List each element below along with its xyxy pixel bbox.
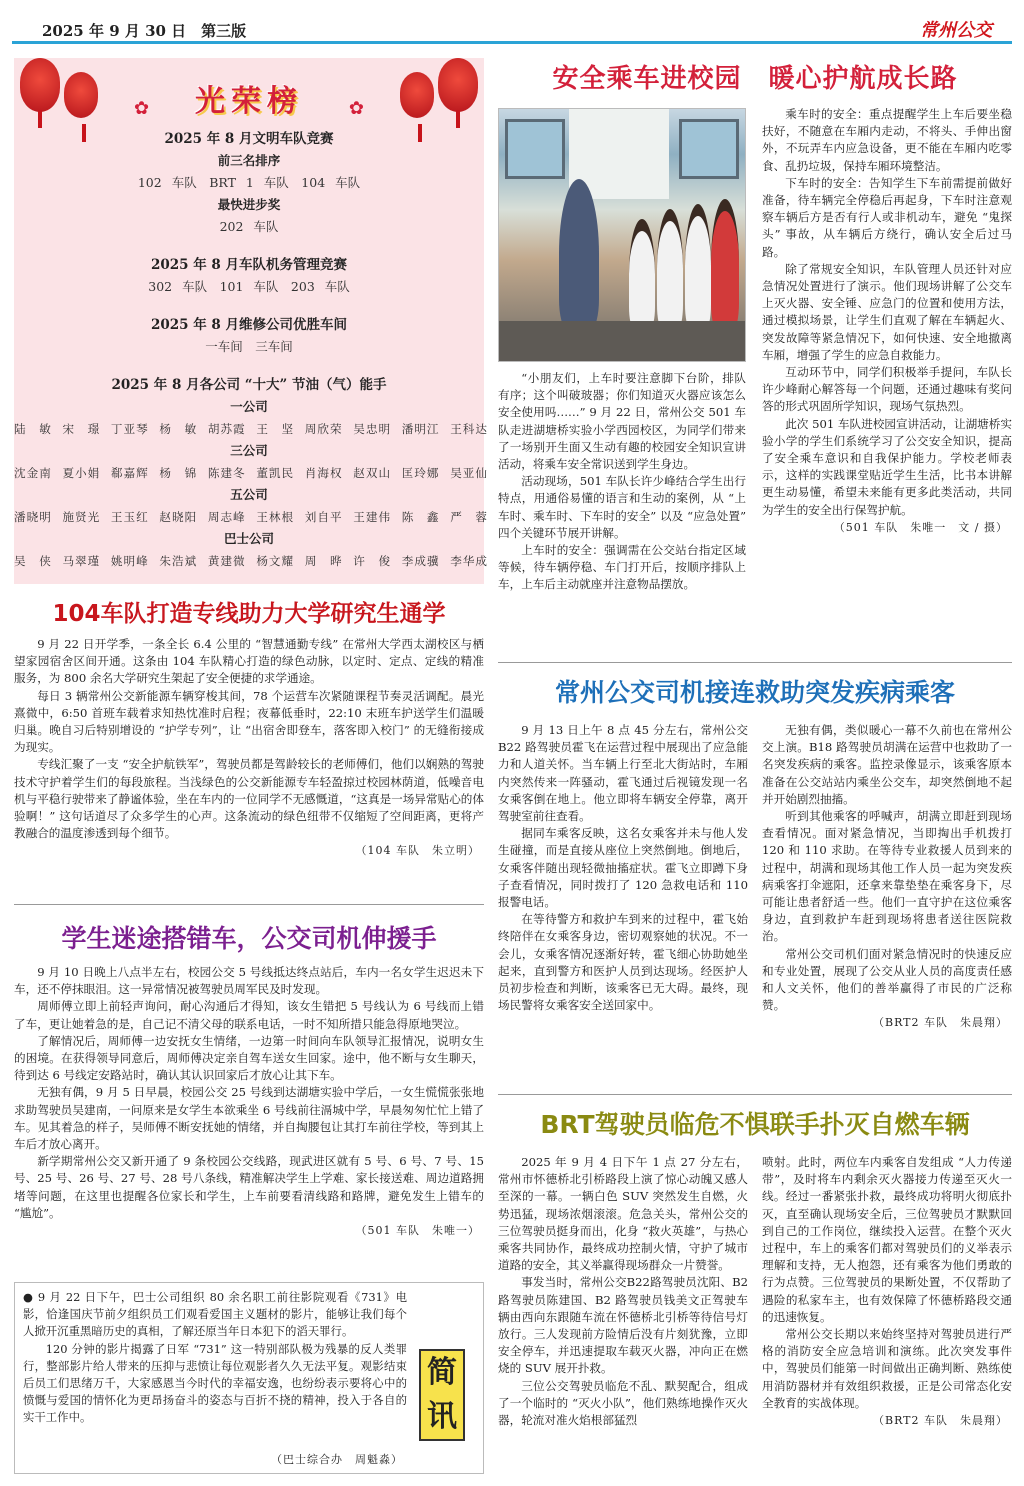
article-byline: （501 车队 朱唯一） xyxy=(355,1224,480,1238)
winner-names: 吴 侠 马翠瑾 姚明峰 朱浩斌 黄建微 杨文耀 周 晔 许 俊 李成骥 李华成 xyxy=(14,554,488,568)
article-headline: 常州公交司机接连救助突发疾病乘客 xyxy=(554,678,955,707)
contest-title: 2025 年 8 月各公司 “十大” 节油（气）能手 xyxy=(111,377,387,393)
article-paragraph: 乘车时的安全：重点提醒学生上车后要坐稳扶好，不随意在车厢内走动，不将头、手伸出窗外，不玩弄车内应急设备，更不能在车厢内吃零食、乱扔垃圾，保持车厢环境整洁。 xyxy=(762,107,1012,173)
company-name: 巴士公司 xyxy=(223,531,274,546)
contest-title: 2025 年 8 月维修公司优胜车间 xyxy=(150,317,348,333)
divider xyxy=(14,904,484,905)
company-name: 五公司 xyxy=(230,487,268,502)
article-paragraph: 三位公交驾驶员临危不乱、默契配合，组成了一个临时的 “灭火小队”，他们熟练地操作灭火器，轮流对准火焰根部猛烈 xyxy=(498,1378,748,1428)
article-headline: 安全乘车进校园 暖心护航成长路 xyxy=(552,64,958,94)
contest-title: 2025 年 8 月文明车队竞赛 xyxy=(164,131,334,147)
article-byline: （501 车队 朱唯一 文 / 摄） xyxy=(833,520,1008,534)
company-name: 三公司 xyxy=(230,443,268,458)
article-paragraph: 在等待警方和救护车到来的过程中，霍飞始终陪伴在女乘客身边，密切观察她的状况。不一会儿，女乘客情况逐渐好转，霍飞细心协助她坐起来，直到警方和医护人员到达现场。经医护人员初步检查和判断，该乘客已无大碍。最终，现场民警将女乘客安全送回家中。 xyxy=(498,912,748,1013)
article-paragraph: 此次 501 车队进校园宣讲活动，让湖塘桥实验小学的学生们系统学习了公交安全知识，提高了安全乘车意识和自我保护能力。学校老师表示，这样的实践课堂贴近学生生活，比书本讲解更生动易懂，希望未来能有更多此类活动，共同为学生的安全出行保驾护航。 xyxy=(762,416,1012,517)
article-paragraph: 喷射。此时，两位车内乘客自发组成 “人力传递带”，及时将车内剩余灭火器接力传递至灭火一线。经过一番紧张扑救，最终成功将明火彻底扑灭，直至确认现场安全后，三位驾驶员才默默回到自己的工作岗位，继续投入运营。在整个灭火过程中，车上的乘客们都对驾驶员们的义举表示理解和支持，无人抱怨，还有乘客为他们勇敢的行为点赞。三位驾驶员的果断处置，不仅帮助了遇险的私家车主，也有效保障了怀德桥路段交通的迅速恢复。 xyxy=(762,1155,1012,1324)
brief-news-box xyxy=(14,1282,484,1474)
rescue-right-text xyxy=(762,722,1012,1032)
article-lost-student xyxy=(14,914,484,1240)
brief-byline: （巴士综合办 周魁淼） xyxy=(271,1453,403,1466)
article-paragraph: 常州公交司机们面对紧急情况时的快速反应和专业处置，展现了公交从业人员的高度责任感和人文关怀，他们的善举赢得了市民的广泛称赞。 xyxy=(762,946,1012,1013)
article-paragraph: 下车时的安全：告知学生下车前需提前做好准备，待车辆完全停稳后再起身，下车时注意观察车辆后方是否有行人或非机动车，避免 “鬼探头” 事故，从车辆后方绕行，确认安全后过马路。 xyxy=(762,175,1012,259)
article-vehicle-fire xyxy=(498,1100,1012,1150)
school-bus-photo xyxy=(498,108,746,362)
article-paragraph: 上车时的安全：强调需在公交站台指定区域等候，待车辆停稳、车门打开后，按顺序排队上车，上车后主动就座并注意物品摆放。 xyxy=(498,543,746,592)
issue-date: 2025 年 9 月 30 日 第三版 xyxy=(42,22,247,40)
brief-paragraph: ● 9 月 22 日下午，巴士公司组织 80 余名职工前往影院观看《731》电影，恰逢国庆节前夕组织员工们观看爱国主义题材的影片，能够让我们每个人掀开沉重黑暗历史的真相，了解还原当年日本犯下的滔天罪行。 xyxy=(23,1290,407,1339)
page-header xyxy=(12,18,1012,44)
winner-names: 潘晓明 施贤光 王玉红 赵晓阳 周志峰 王林根 刘自平 王建伟 陈 鑫 严 蓉 xyxy=(14,510,488,524)
newspaper-logo: 常州公交 xyxy=(920,20,992,41)
article-paragraph: 无独有偶，9 月 5 日早晨，校园公交 25 号线到达湖塘实验中学后，一女生慌慌张张地求助驾驶员吴建南，一问原来是女学生本欲乘坐 6 号线前往滆城中学，早晨匆匆忙忙上错了车。见其着急的样子，吴师傅不断安抚她的情绪，并自掏腰包让其打车前往学校，等到其上车后才放心离开。 xyxy=(14,1085,484,1152)
contest-subtitle: 最快进步奖 xyxy=(217,197,281,212)
company-name: 一公司 xyxy=(230,399,268,414)
contest-subtitle: 前三名排序 xyxy=(217,153,281,168)
article-paragraph: 事发当时，常州公交B22路驾驶员沈阳、B2 路驾驶员陈建国、B2 路驾驶员钱美文正驾驶车辆由西向东跟随车流在怀德桥北引桥等待信号灯放行。三人发现前方险情后没有片刻犹豫，立即安全停车，并迅速提取车载灭火器，冲向正在燃烧的 SUV 展开扑救。 xyxy=(498,1275,748,1376)
article-paragraph: 9 月 13 日上午 8 点 45 分左右，常州公交 B22 路驾驶员霍飞在运营过程中展现出了应急能力和人道关怀。当车辆上行至北大街站时，车厢内突然传来一阵骚动，霍飞通过后视镜发现一名女乘客倒在地上。他立即将车辆安全停靠，离开驾驶室前往查看。 xyxy=(498,723,748,824)
article-paragraph: 每日 3 辆常州公交新能源车辆穿梭其间，78 个运营车次紧随课程节奏灵活调配。晨光熹微中，6:50 首班车载着求知热忱准时启程；夜幕低垂时，22:10 末班车护送学生们温暖归巢。晚自习后特别增设的 “护学专列”，让 “出宿舍即登车，落客即入校门” 的无缝衔接成为现实。 xyxy=(14,688,484,755)
article-paragraph: 专线汇聚了一支 “安全护航铁军”，驾驶员都是驾龄较长的老师傅们，他们以娴熟的驾驶技术守护着学生们的每段旅程。当浅绿色的公交新能源专车轻盈掠过校园林荫道，低噪音电机与平稳行驶带来了静谧体验，坐在车内的一位同学不无感慨道，“这真是一场异常贴心的体验啊！” 这句话道尽了众多学生的心声。这条流动的绿色纽带不仅缩短了空间距离，更将产教融合的温度渗透到每个细节。 xyxy=(14,757,484,841)
article-byline: （BRT2 车队 朱晨翔） xyxy=(872,1414,1008,1428)
honor-roll-body xyxy=(14,128,488,572)
divider xyxy=(498,1094,1012,1095)
article-paragraph: 了解情况后，周师傅一边安抚女生情绪，一边第一时间向车队领导汇报情况，说明女生的困境。在获得领导同意后，周师傅决定亲自驾车送女生回家。途中，他不断与女生聊天，待到达 6 号线定安路站时，确认其认识回家后才放心让其下车。 xyxy=(14,1033,484,1083)
school-left-text xyxy=(498,370,746,594)
winner-names: 陆 敏 宋 璟 丁亚琴 杨 敏 胡苏霞 王 坚 周欣荣 吴忠明 潘明江 王科达 xyxy=(14,422,488,436)
article-headline: 104车队打造专线助力大学研究生通学 xyxy=(52,601,446,627)
fire-left-text xyxy=(498,1154,748,1429)
contest-title: 2025 年 8 月车队机务管理竞赛 xyxy=(150,257,348,273)
papercut-flower-icon: ✿ xyxy=(348,98,364,119)
fire-right-text xyxy=(762,1154,1012,1430)
article-paragraph: 周师傅立即上前轻声询问，耐心沟通后才得知，该女生错把 5 号线认为 6 号线而上错了车，更让她着急的是，自己记不清父母的联系电话，一时不知所措只能急得原地哭泣。 xyxy=(14,999,484,1031)
article-paragraph: “小朋友们，上车时要注意脚下台阶，排队有序；这个叫破玻器；你们知道灭火器应该怎么安全使用吗……” 9 月 22 日，常州公交 501 车队走进湖塘桥实验小学西园校区，为同学们带来了一场别开生面又生动有趣的校园安全知识宣讲活动，将乘车安全常识送到学生身边。 xyxy=(498,371,746,472)
article-byline: （104 车队 朱立明） xyxy=(355,844,480,858)
papercut-flower-icon: ✿ xyxy=(134,98,150,119)
article-104-route xyxy=(14,592,484,860)
brief-text xyxy=(23,1289,407,1427)
school-right-text xyxy=(762,106,1012,537)
winner-names: 沈金南 夏小娟 郗嘉辉 杨 锦 陈建冬 董凯民 肖海权 赵双山 匡玲娜 吴亚仙 xyxy=(14,466,488,480)
article-paragraph: 互动环节中，同学们积极举手提问，车队长许少峰耐心解答每一个问题，还通过趣味有奖问答的形式巩固所学知识，现场气氛热烈。 xyxy=(762,365,1012,414)
rescue-left-text xyxy=(498,722,748,1014)
honor-roll-title: 光荣榜 xyxy=(195,84,303,119)
article-passenger-rescue xyxy=(498,668,1012,718)
article-paragraph: 常州公交长期以来始终坚持对驾驶员进行严格的消防安全应急培训和演练。此次突发事件中，驾驶员们能第一时间做出正确判断、熟练使用消防器材并有效组织救援，正是公司常态化安全教育的实战体现。 xyxy=(762,1327,1012,1410)
contest-winners: 302 车队 101 车队 203 车队 xyxy=(148,279,350,294)
brief-paragraph: 120 分钟的影片揭露了日军 “731” 这一特别部队极为残暴的反人类罪行，整部影片给人带来的压抑与悲愤让每位观影者久久无法平复。观影结束后员工们思绪万千，大家感恩当今时代的幸福安逸，也纷纷表示要将心中的愤慨与爱国的情怀化为更昂扬奋斗的姿态与百折不挠的精神，投入于各自的实干工作中。 xyxy=(23,1341,407,1425)
article-byline: （BRT2 车队 朱晨翔） xyxy=(872,1016,1008,1030)
contest-winners: 202 车队 xyxy=(219,219,279,234)
article-paragraph: 9 月 22 日开学季，一条全长 6.4 公里的 “智慧通勤专线” 在常州大学西太湖校区与栖望家园宿舍区间开通。这条由 104 车队精心打造的绿色动脉，以定时、定点、定线的精准服务，为 800 余名大学研究生架起了安全便捷的求学通途。 xyxy=(14,637,484,686)
contest-winners: 102 车队 BRT 1 车队 104 车队 xyxy=(137,175,361,190)
brief-news-tag: 简讯 xyxy=(419,1349,465,1441)
adult-speaker xyxy=(559,179,599,329)
contest-winners: 一车间 三车间 xyxy=(205,339,293,354)
article-paragraph: 9 月 10 日晚上八点半左右，校园公交 5 号线抵达终点站后，车内一名女学生迟迟未下车，还不停抹眼泪。这一异常情况被驾驶员周军民及时发现。 xyxy=(14,965,484,997)
article-headline: BRT驾驶员临危不惧联手扑灭自燃车辆 xyxy=(540,1110,970,1139)
article-paragraph: 除了常规安全知识，车队管理人员还针对应急情况处置进行了演示。他们现场讲解了公交车上灭火器、安全锤、应急门的位置和使用方法，通过模拟场景，让学生们直观了解在车辆起火、突发故障等紧急情况下，如何快速、安全地撤离车厢，增强了学生的应急自救能力。 xyxy=(762,261,1012,362)
article-paragraph: 活动现场，501 车队长许少峰结合学生出行特点，用通俗易懂的语言和生动的案例，从 “上车时、乘车时、下车时的安全” 以及 “应急处置” 四个关键环节展开讲解。 xyxy=(498,474,746,540)
divider xyxy=(498,662,1012,663)
honor-roll-panel xyxy=(14,58,488,584)
article-paragraph: 2025 年 9 月 4 日下午 1 点 27 分左右，常州市怀德桥北引桥路段上演了惊心动魄又感人至深的一幕。一辆白色 SUV 突然发生自燃，火势迅猛，现场浓烟滚滚。危急关头，常州公交的三位驾驶员挺身而出，化身 “救火英雄”，与热心乘客共同协作，最终成功控制火情，守护了城市道路的安全，其义举赢得现场群众一片赞誉。 xyxy=(498,1155,748,1273)
article-school-safety xyxy=(498,52,1012,106)
article-paragraph: 听到其他乘客的呼喊声，胡满立即赶到现场查看情况。面对紧急情况，当即掏出手机拨打 120 和 110 求助。在等待专业救援人员到来的过程中，胡满和现场其他工作人员一起为突发疾病乘客打伞遮阳，还拿来靠垫垫在乘客身下，尽可能让患者舒适一些。他们一直守护在这位乘客身边，直到救护车赶到现场将患者送往医院救治。 xyxy=(762,809,1012,944)
article-paragraph: 据同车乘客反映，这名女乘客并未与他人发生碰撞，而是直接从座位上突然倒地。倒地后，女乘客伴随出现轻微抽搐症状。霍飞立即蹲下身子查看情况，同时拨打了 120 急救电话和 110 报警电话。 xyxy=(498,826,748,910)
article-paragraph: 新学期常州公交又新开通了 9 条校园公交线路，现武进区就有 5 号、6 号、7 号、15 号、25 号、26 号、27 号、28 号八条线，精准解决学生上学难、家长接送难、周边道路拥堵等问题，在这里也提醒各位家长和学生，上车前要看清线路和路牌，避免发生上错车的 “尴尬”。 xyxy=(14,1154,484,1220)
article-paragraph: 无独有偶，类似暖心一幕不久前也在常州公交上演。B18 路驾驶员胡满在运营中也救助了一名突发疾病的乘客。监控录像显示，该乘客原本准备在公交站站内乘坐公交车，却突然倒地不起并开始剧烈抽搐。 xyxy=(762,723,1012,806)
article-headline: 学生迷途搭错车，公交司机伸援手 xyxy=(61,924,437,953)
